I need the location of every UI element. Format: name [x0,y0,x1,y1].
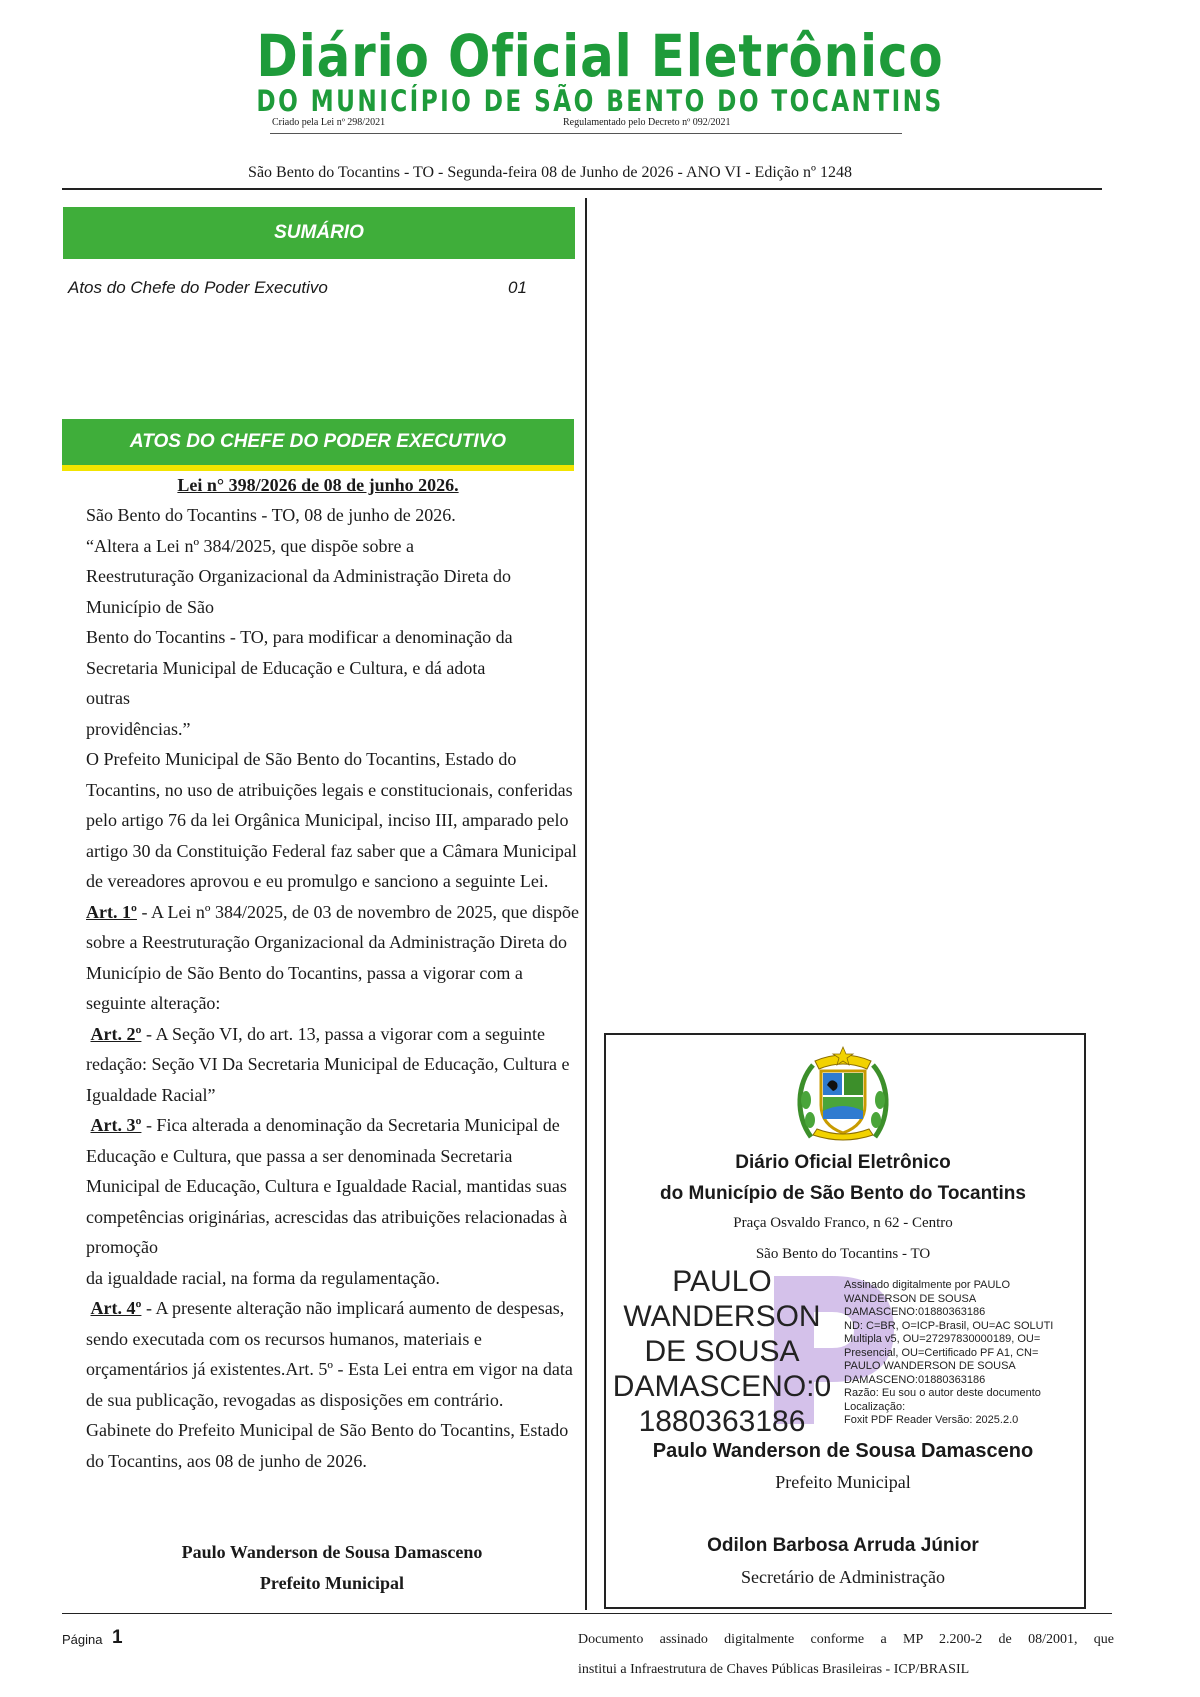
law-ementa-line: providências.” [86,718,191,739]
summary-item-label: Atos do Chefe do Poder Executivo [68,278,328,297]
signature-detail-line: Presencial, OU=Certificado PF A1, CN= [844,1346,1039,1359]
footer-divider [62,1613,1112,1614]
signature-line: PAULO [672,1265,772,1298]
law-ementa-line: “Altera a Lei nº 384/2025, que dispõe sobre a [86,535,414,556]
signature-detail-line: DAMASCENO:01880363186 [844,1306,986,1318]
signature-line: DE SOUSA [644,1335,800,1368]
signature-detail-line: PAULO WANDERSON DE SOUSA [844,1360,1016,1372]
article-text: - A presente alteração não implicará aumento de despesas, sendo executada com os recursos humanos, materiais e orçamentários já existentes.Art. 5º - Esta Lei entra em vigor na data de sua publicação, revogadas as disposições em contrário. [86,1298,573,1410]
law-preamble: O Prefeito Municipal de São Bento do Tocantins, Estado do Tocantins, no uso de atribuições legais e constitucionais, conferidas pelo artigo 76 da lei Orgânica Municipal, inciso III, amparado pelo artigo 30 da Constituição Federal faz saber que a Câmara Municipal de vereadores aprovou e eu promulgo e sanciono a seguinte Lei. [86,749,577,891]
box-title-line-1: Diário Oficial Eletrônico [735,1152,951,1173]
edition-divider [62,188,1102,190]
box-mayor-name: Paulo Wanderson de Sousa Damasceno [652,1440,1034,1462]
box-address-line-2: São Bento do Tocantins - TO [755,1246,931,1262]
article-label: Art. 2º [90,1023,142,1044]
digital-signature-details [844,1279,1084,1428]
signature-line: DAMASCENO:0 [612,1370,832,1403]
article-label: Art. 3º [90,1115,142,1135]
footer-note-line-1: Documento assinado digitalmente conforme a MP 2.200-2 de 08/2001, que [578,1632,1114,1647]
law-body [86,500,586,1476]
digital-signature-name [606,1264,838,1439]
law-place-date: São Bento do Tocantins - TO, 08 de junho de 2026. [86,505,456,525]
signature-detail-line: Foxit PDF Reader Versão: 2025.2.0 [844,1414,1019,1426]
footer-page-number: 1 [112,1627,123,1648]
law-ementa-line: outras [86,688,130,708]
footer-page-label: Página [62,1632,103,1647]
edition-line: São Bento do Tocantins - TO - Segunda-feira 08 de Junho de 2026 - ANO VI - Edição nº 1248 [248,164,852,181]
law-article-4 [86,1293,586,1415]
municipal-crest-icon [793,1045,893,1145]
law-ementa-line: Bento do Tocantins - TO, para modificar a denominação da [86,627,513,647]
masthead-subtitle: DO MUNICÍPIO DE SÃO BENTO DO TOCANTINS [256,84,944,118]
signature-line: WANDERSON [623,1300,821,1333]
box-title-line-2: do Município de São Bento do Tocantins [660,1183,1026,1204]
article-label: Art. 4º [90,1298,142,1318]
signature-detail-line: WANDERSON DE SOUSA [844,1292,977,1305]
signature-detail-line: DAMASCENO:01880363186 [844,1373,986,1386]
law-ementa-line: Secretaria Municipal de Educação e Cultura, e dá adota [86,657,486,678]
box-mayor-role: Prefeito Municipal [775,1472,911,1492]
masthead-title: Diário Oficial Eletrônico [256,22,944,90]
law-ementa-line: Município de São [86,596,214,617]
article-text: - A Seção VI, do art. 13, passa a vigorar com a seguinte redação: Seção VI Da Secretaria Municipal de Educação, Cultura e Igualdade Racial” [86,1023,570,1105]
signature-detail-line: ND: C=BR, O=ICP-Brasil, OU=AC SOLUTI [844,1319,1054,1332]
masthead-created-by: Criado pela Lei nº 298/2021 [272,117,386,128]
box-secretary-name: Odilon Barbosa Arruda Júnior [707,1535,979,1556]
law-article-3-cont: da igualdade racial, na forma da regulamentação. [86,1267,440,1288]
box-address-line-1: Praça Osvaldo Franco, n 62 - Centro [733,1215,953,1231]
footer-note-line-2: institui a Infraestrutura de Chaves Públicas Brasileiras - ICP/BRASIL [578,1662,970,1677]
law-article-3 [86,1110,586,1263]
box-secretary-role: Secretário de Administração [741,1567,945,1587]
signature-detail-line: Assinado digitalmente por PAULO [844,1279,1011,1291]
section-heading: ATOS DO CHEFE DO PODER EXECUTIVO [62,419,574,465]
section-heading-accent [62,465,574,471]
law-title: Lei n° 398/2026 de 08 de junho 2026. [177,475,459,495]
signature-detail-line: Localização: [844,1400,906,1413]
article-text: - Fica alterada a denominação da Secretaria Municipal de Educação e Cultura, que passa a ser denominada Secretaria Municipal de Educação, Cultura e Igualdade Racial, mantidas suas competências originárias, acrescidas das atribuições relacionadas à promoção [86,1115,568,1257]
law-closing: Gabinete do Prefeito Municipal de São Bento do Tocantins, Estado do Tocantins, aos 08 de junho de 2026. [86,1420,569,1471]
summary-item-page: 01 [508,278,527,297]
law-signer-role: Prefeito Municipal [259,1573,405,1593]
article-text: - A Lei nº 384/2025, de 03 de novembro de 2025, que dispõe sobre a Reestruturação Organizacional da Administração Direta do Município de São Bento do Tocantins, passa a vigorar com a seguinte alteração: [86,901,579,1013]
signature-line: 1880363186 [638,1405,806,1438]
law-ementa-line: Reestruturação Organizacional da Administração Direta do [86,566,512,586]
law-signer-name: Paulo Wanderson de Sousa Damasceno [181,1542,483,1562]
law-article-2 [86,1019,586,1111]
article-label: Art. 1º [86,901,137,922]
masthead-regulated-by: Regulamentado pelo Decreto nº 092/2021 [563,117,731,128]
summary-heading: SUMÁRIO [63,207,575,259]
signature-detail-line: Razão: Eu sou o autor deste documento [844,1387,1041,1399]
masthead-divider [270,133,902,134]
law-article-1 [86,897,586,1019]
signature-detail-line: Multipla v5, OU=27297830000189, OU= [844,1333,1041,1345]
